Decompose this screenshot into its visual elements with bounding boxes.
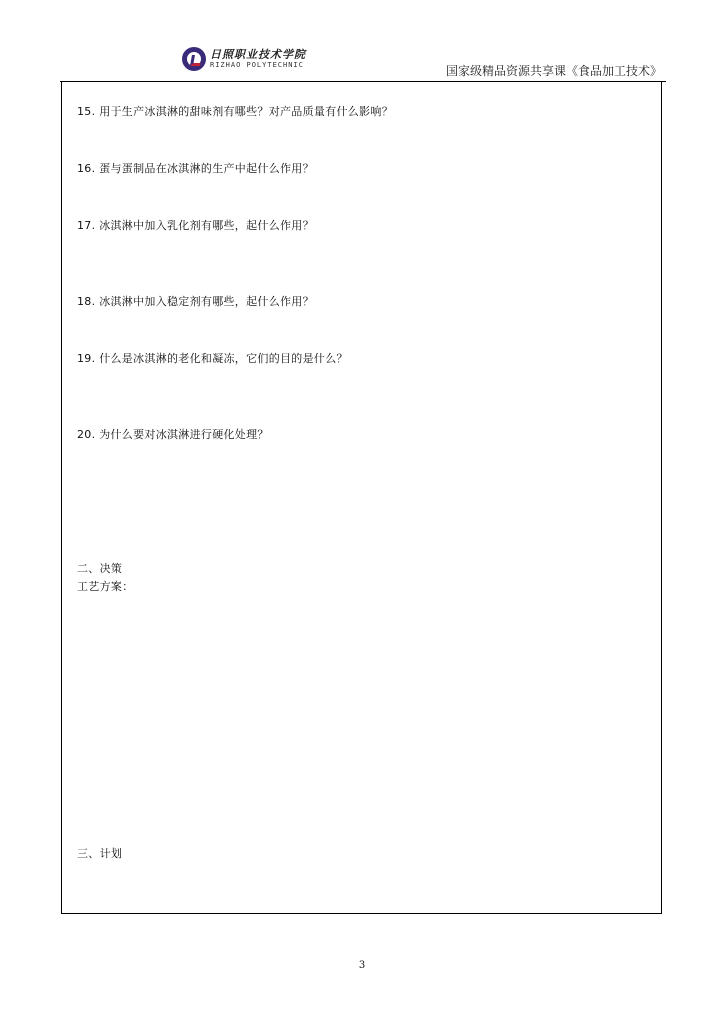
plan-heading: 三、计划 — [77, 847, 123, 860]
school-name-en: RIZHAO POLYTECHNIC — [210, 61, 304, 69]
page-header — [60, 40, 666, 82]
school-name-cn: 日照职业技术学院 — [210, 48, 306, 61]
course-title: 国家级精品资源共享课《食品加工技术》 — [445, 64, 662, 78]
page-number: 3 — [358, 960, 366, 971]
question-20: 20. 为什么要对冰淇淋进行硬化处理？ — [77, 428, 269, 441]
worksheet-frame — [61, 82, 662, 914]
question-17: 17. 冰淇淋中加入乳化剂有哪些，起什么作用？ — [77, 219, 314, 232]
question-16: 16. 蛋与蛋制品在冰淇淋的生产中起什么作用？ — [77, 162, 314, 175]
decision-heading: 二、决策 — [77, 562, 123, 575]
school-emblem-icon — [182, 47, 206, 71]
process-plan-label: 工艺方案： — [77, 580, 134, 593]
question-19: 19. 什么是冰淇淋的老化和凝冻，它们的目的是什么？ — [77, 352, 348, 365]
question-18: 18. 冰淇淋中加入稳定剂有哪些，起什么作用？ — [77, 295, 314, 308]
school-logo — [182, 47, 306, 71]
question-15: 15. 用于生产冰淇淋的甜味剂有哪些？对产品质量有什么影响？ — [77, 105, 393, 118]
